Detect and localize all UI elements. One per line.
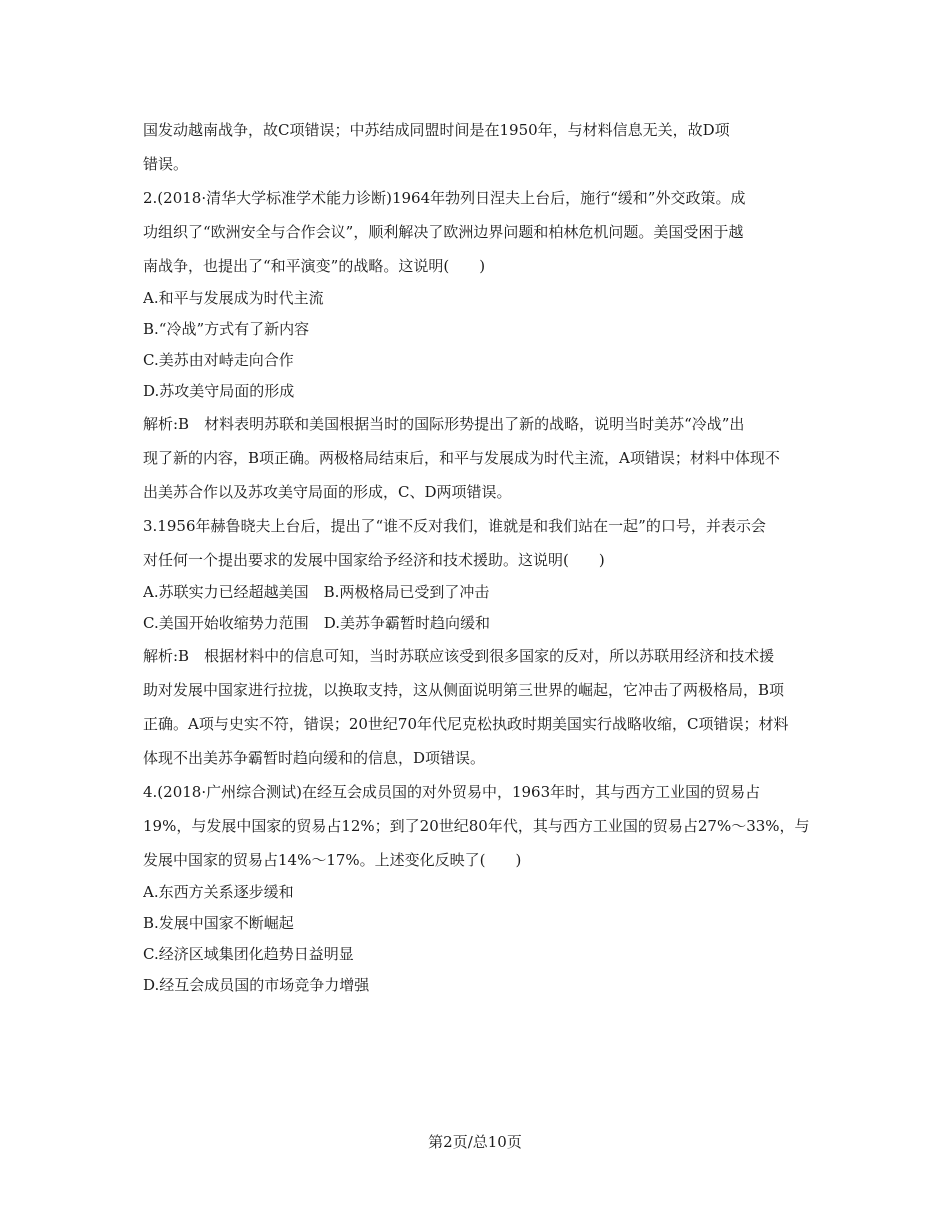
text-line: 国发动越南战争，故C项错误；中苏结成同盟时间是在1950年，与材料信息无关，故D项 (143, 121, 730, 139)
document-body (143, 113, 813, 1001)
text-line: 功组织了“欧洲安全与合作会议”，顺利解决了欧洲边界问题和柏林危机问题。美国受困于越 (143, 223, 744, 241)
text-line: B.“冷战”方式有了新内容 (143, 320, 310, 338)
text-line: A.东西方关系逐步缓和 (143, 883, 294, 901)
text-line: 现了新的内容，B项正确。两极格局结束后，和平与发展成为时代主流，A项错误；材料中体现不 (143, 449, 780, 467)
text-line: 正确。A项与史实不符，错误；20世纪70年代尼克松执政时期美国实行战略收缩，C项错误；材料 (143, 715, 789, 733)
text-line: 2.(2018·清华大学标准学术能力诊断)1964年勃列日涅夫上台后，施行“缓和”外交政策。成 (143, 189, 746, 207)
text-line: C.美国开始收缩势力范围 D.美苏争霸暂时趋向缓和 (143, 614, 490, 632)
text-line: A.苏联实力已经超越美国 B.两极格局已受到了冲击 (143, 583, 490, 601)
page-footer: 第2页/总10页 (428, 1133, 522, 1151)
text-line: D.经互会成员国的市场竞争力增强 (143, 976, 370, 994)
text-line: 解析:B 根据材料中的信息可知，当时苏联应该受到很多国家的反对，所以苏联用经济和技术援 (143, 647, 775, 665)
text-line: 3.1956年赫鲁晓夫上台后，提出了“谁不反对我们，谁就是和我们站在一起”的口号，并表示会 (143, 517, 766, 535)
text-line: 出美苏合作以及苏攻美守局面的形成，C、D两项错误。 (143, 483, 512, 501)
text-line: 错误。 (143, 155, 189, 173)
text-line: 体现不出美苏争霸暂时趋向缓和的信息，D项错误。 (143, 749, 486, 767)
text-line: 助对发展中国家进行拉拢，以换取支持，这从侧面说明第三世界的崛起，它冲击了两极格局，B项 (143, 681, 785, 699)
text-line: A.和平与发展成为时代主流 (143, 289, 324, 307)
text-line: C.经济区域集团化趋势日益明显 (143, 945, 354, 963)
text-line: 19%，与发展中国家的贸易占12%；到了20世纪80年代，其与西方工业国的贸易占27%～33%，与 (143, 817, 810, 835)
text-line: B.发展中国家不断崛起 (143, 914, 294, 932)
text-line: C.美苏由对峙走向合作 (143, 351, 294, 369)
text-line: 对任何一个提出要求的发展中国家给予经济和技术援助。这说明( ) (143, 551, 605, 569)
text-line: D.苏攻美守局面的形成 (143, 382, 295, 400)
text-line: 4.(2018·广州综合测试)在经互会成员国的对外贸易中，1963年时，其与西方工业国的贸易占 (143, 783, 761, 801)
text-line: 南战争，也提出了“和平演变”的战略。这说明( ) (143, 257, 486, 275)
text-line: 发展中国家的贸易占14%～17%。上述变化反映了( ) (143, 851, 522, 869)
text-line: 解析:B 材料表明苏联和美国根据当时的国际形势提出了新的战略，说明当时美苏“冷战”出 (143, 415, 745, 433)
